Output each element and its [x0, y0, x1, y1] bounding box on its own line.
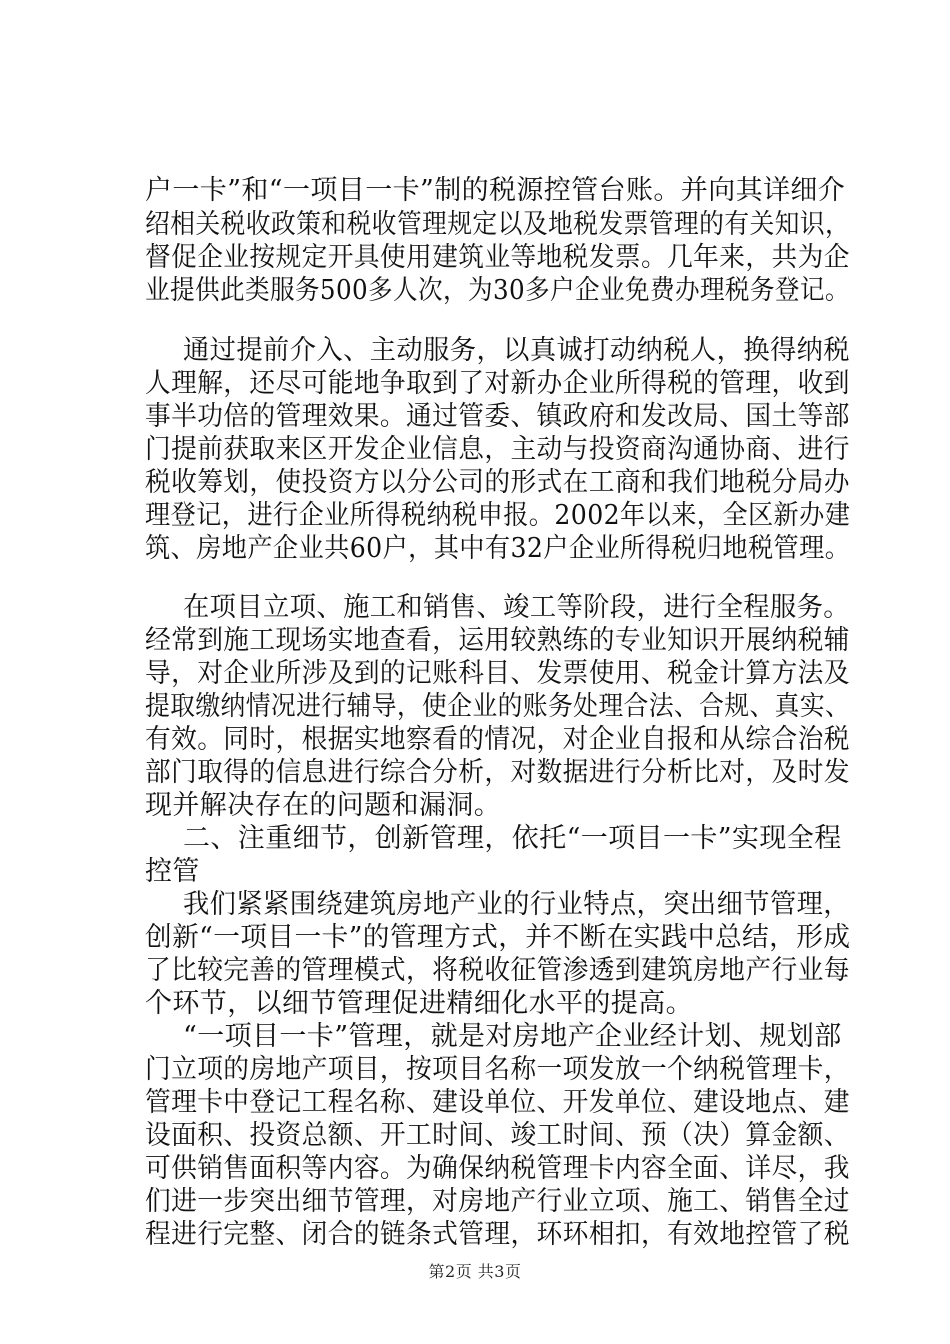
text-line: 个环节，以细节管理促进精细化水平的提高。 [145, 988, 693, 1019]
page-footer: 第2页 共3页 [428, 1262, 522, 1281]
heading-line: 二、注重细节，创新管理，依托“一项目一卡”实现全程 [183, 823, 842, 854]
text-line: 现并解决存在的问题和漏洞。 [145, 790, 502, 821]
text-line: 理登记，进行企业所得税纳税申报。2002年以来，全区新办建 [145, 500, 851, 531]
text-line: 筑、房地产企业共60户，其中有32户企业所得税归地税管理。 [145, 533, 851, 564]
text-line: 经常到施工现场实地查看，运用较熟练的专业知识开展纳税辅 [145, 625, 850, 656]
text-line: 导，对企业所涉及到的记账科目、发票使用、税金计算方法及 [145, 658, 850, 689]
text-line: 可供销售面积等内容。为确保纳税管理卡内容全面、详尽，我 [145, 1153, 850, 1184]
text-line: 程进行完整、闭合的链条式管理，环环相扣，有效地控管了税 [145, 1219, 850, 1250]
text-line: 在项目立项、施工和销售、竣工等阶段，进行全程服务。 [183, 592, 850, 623]
text-line: 部门取得的信息进行综合分析，对数据进行分析比对，及时发 [145, 757, 850, 788]
text-line: 人理解，还尽可能地争取到了对新办企业所得税的管理，收到 [145, 368, 850, 399]
text-line: 户一卡”和“一项目一卡”制的税源控管台账。并向其详细介 [145, 175, 846, 206]
text-line: 们进一步突出细节管理，对房地产行业立项、施工、销售全过 [145, 1186, 850, 1217]
text-line: 了比较完善的管理模式，将税收征管渗透到建筑房地产行业每 [145, 955, 850, 986]
text-line: “一项目一卡”管理，就是对房地产企业经计划、规划部 [183, 1021, 842, 1052]
text-line: 管理卡中登记工程名称、建设单位、开发单位、建设地点、建 [145, 1087, 850, 1118]
text-line: 税收筹划，使投资方以分公司的形式在工商和我们地税分局办 [145, 467, 850, 498]
text-line: 通过提前介入、主动服务，以真诚打动纳税人，换得纳税 [183, 335, 850, 366]
text-line: 创新“一项目一卡”的管理方式，并不断在实践中总结，形成 [145, 922, 851, 953]
heading-line: 控管 [145, 856, 200, 887]
text-line: 业提供此类服务500多人次，为30多户企业免费办理税务登记。 [145, 275, 850, 306]
text-line: 有效。同时，根据实地察看的情况，对企业自报和从综合治税 [145, 724, 850, 755]
text-line: 我们紧紧围绕建筑房地产业的行业特点，突出细节管理， [183, 889, 850, 920]
text-line: 设面积、投资总额、开工时间、竣工时间、预（决）算金额、 [145, 1120, 850, 1151]
text-line: 绍相关税收政策和税收管理规定以及地税发票管理的有关知识， [145, 209, 851, 240]
text-line: 事半功倍的管理效果。通过管委、镇政府和发改局、国土等部 [145, 401, 850, 432]
text-line: 门提前获取来区开发企业信息，主动与投资商沟通协商、进行 [145, 434, 850, 465]
text-line: 督促企业按规定开具使用建筑业等地税发票。几年来，共为企 [145, 242, 850, 273]
text-line: 门立项的房地产项目，按项目名称一项发放一个纳税管理卡， [145, 1054, 850, 1085]
text-line: 提取缴纳情况进行辅导，使企业的账务处理合法、合规、真实、 [145, 691, 851, 722]
